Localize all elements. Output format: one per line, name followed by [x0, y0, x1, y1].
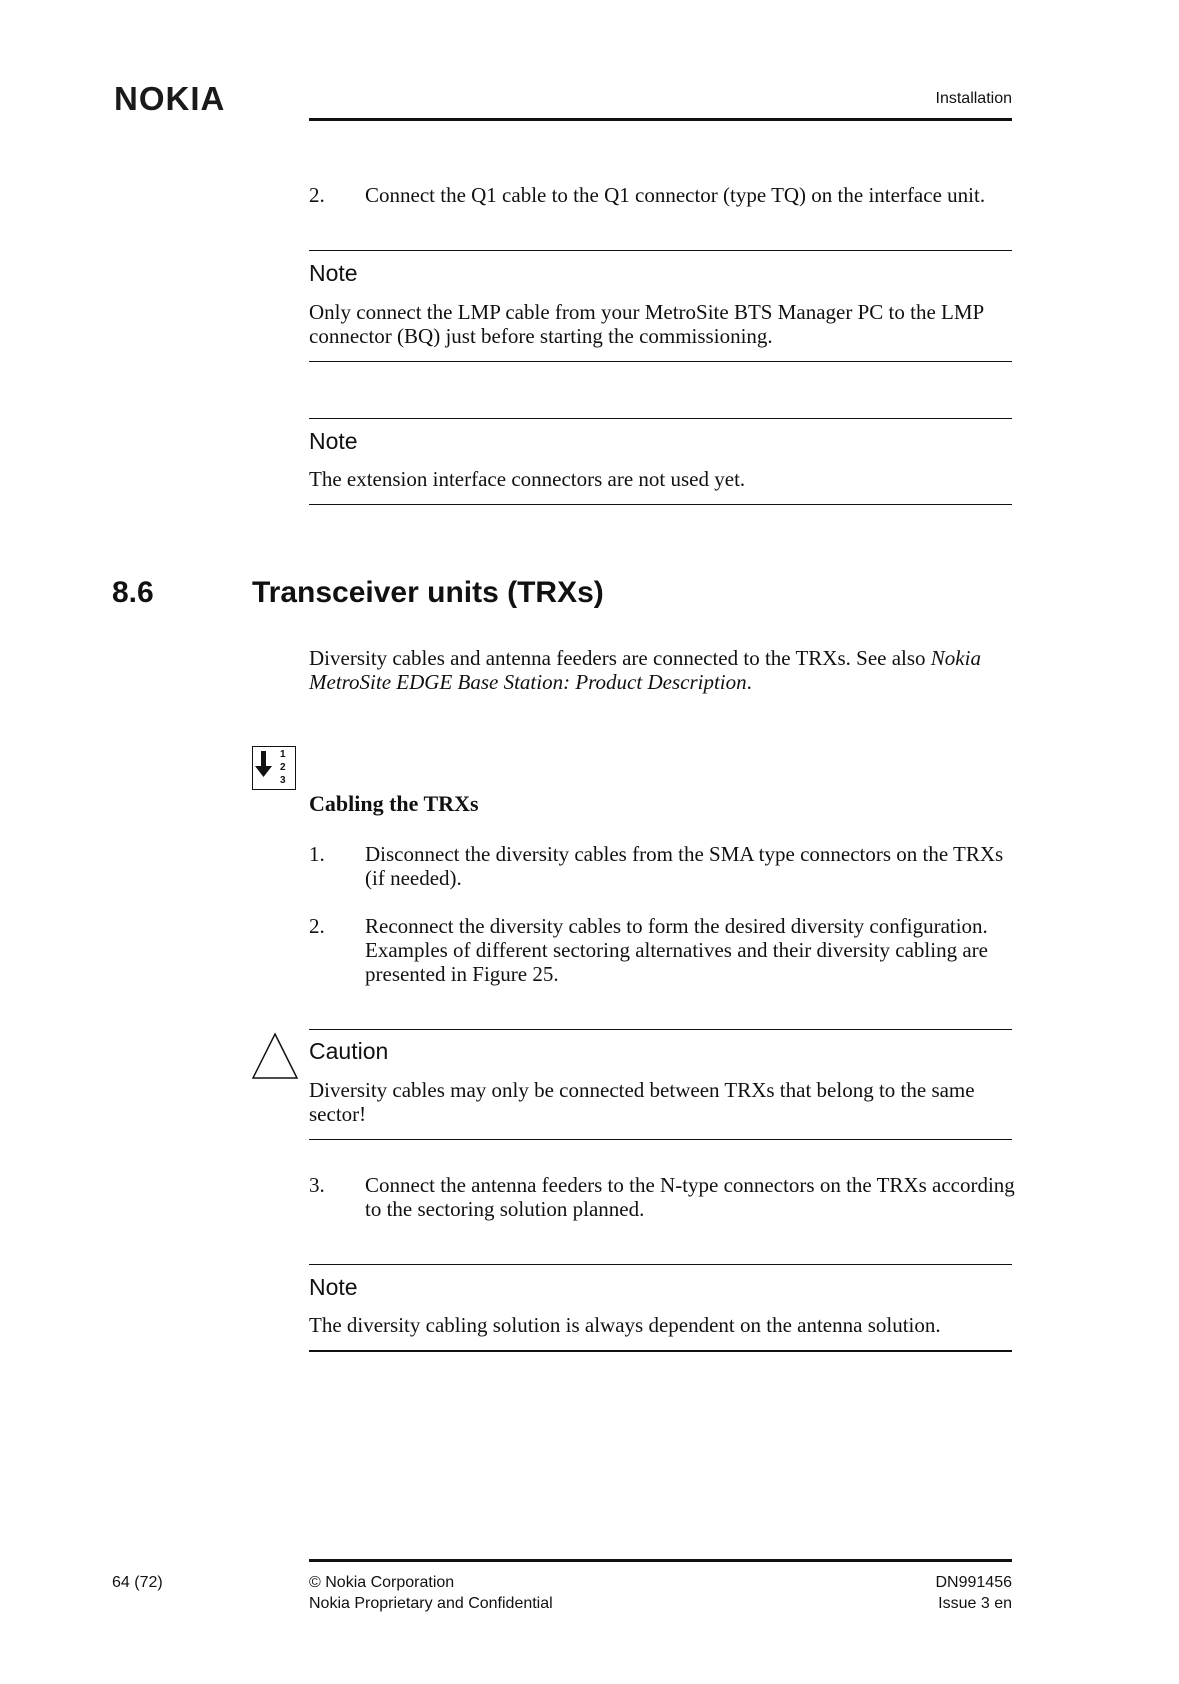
note-bottom-rule [309, 361, 1012, 362]
note-text: Only connect the LMP cable from your MetroSite BTS Manager PC to the LMP connector (BQ) just before starting the commissioning. [309, 300, 984, 348]
procedure-digit: 3 [280, 775, 286, 786]
section-title: Transceiver units (TRXs) [252, 576, 604, 609]
caution-text: Diversity cables may only be connected between TRXs that belong to the same sector! [309, 1078, 975, 1126]
note-label: Note [309, 260, 358, 286]
caution-bottom-rule [309, 1139, 1012, 1140]
nokia-logo: NOKIA [114, 80, 226, 117]
section-intro [309, 646, 1014, 694]
procedure-icon [252, 746, 296, 790]
issue-number: Issue 3 en [938, 1595, 1012, 1612]
procedure-title: Cabling the TRXs [309, 791, 479, 816]
intro-end: . [746, 670, 752, 694]
copyright-line: © Nokia Corporation [309, 1574, 455, 1591]
intro-reference: Nokia MetroSite EDGE Base Station: Product Description [309, 646, 981, 694]
footer-copyright [309, 1572, 553, 1614]
note-top-rule [309, 418, 1012, 419]
down-arrow-icon [252, 746, 296, 790]
step-number: 1. [309, 842, 325, 866]
document-id: DN991456 [935, 1574, 1012, 1591]
step-number: 2. [309, 183, 325, 207]
step-text: Connect the antenna feeders to the N-type connectors on the TRXs according to the sectoring solution planned. [365, 1173, 1015, 1221]
note-top-rule [309, 250, 1012, 251]
note-label: Note [309, 428, 358, 454]
step-text: Connect the Q1 cable to the Q1 connector (type TQ) on the interface unit. [365, 183, 986, 207]
caution-triangle-icon [251, 1032, 299, 1080]
note-text: The extension interface connectors are not used yet. [309, 467, 746, 491]
step-number: 2. [309, 914, 325, 938]
section-number: 8.6 [112, 576, 154, 609]
header-section-title: Installation [935, 90, 1012, 107]
page-number: 64 (72) [112, 1574, 163, 1591]
intro-text: Diversity cables and antenna feeders are connected to the TRXs. See also [309, 646, 931, 670]
note-top-rule [309, 1264, 1012, 1265]
note-label: Note [309, 1274, 358, 1300]
step-text: Reconnect the diversity cables to form the desired diversity configuration. Examples of different sectoring alternatives and their diversity cabling are presented in Figure 25. [365, 914, 988, 986]
caution-label: Caution [309, 1038, 389, 1064]
procedure-digit: 1 [280, 749, 286, 760]
footer-document-info [936, 1572, 1013, 1614]
note-bottom-rule [309, 504, 1012, 505]
note-text: The diversity cabling solution is always dependent on the antenna solution. [309, 1313, 941, 1337]
confidential-line: Nokia Proprietary and Confidential [309, 1595, 553, 1612]
header-rule [309, 118, 1012, 121]
step-text: Disconnect the diversity cables from the SMA type connectors on the TRXs (if needed). [365, 842, 1004, 890]
step-number: 3. [309, 1173, 325, 1197]
procedure-digit: 2 [280, 762, 286, 773]
caution-top-rule [309, 1029, 1012, 1030]
footer-rule [309, 1559, 1012, 1562]
note-bottom-rule [309, 1350, 1012, 1352]
